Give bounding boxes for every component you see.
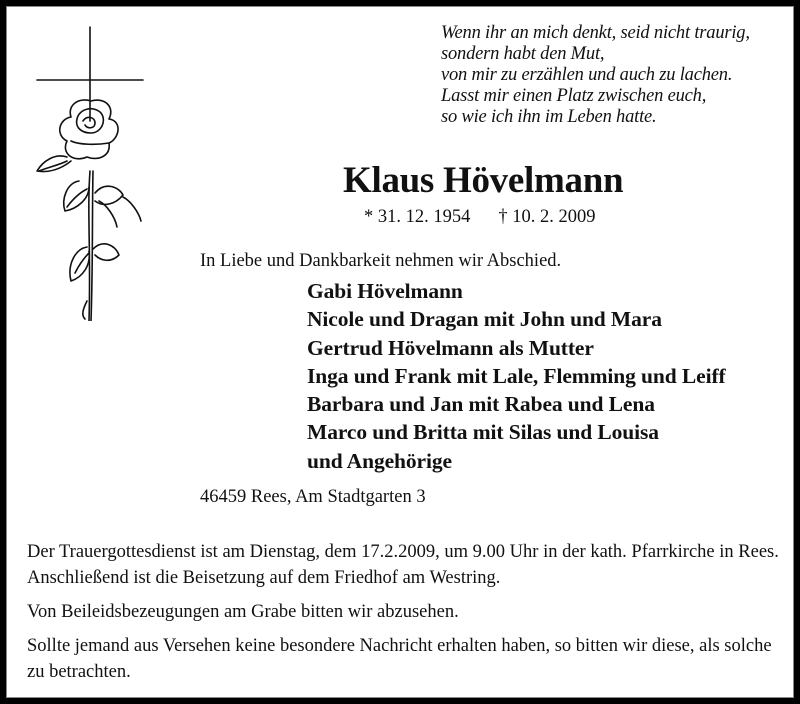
mourners-list [307,277,726,475]
mourner-line: Barbara und Jan mit Rabea und Lena [307,392,655,417]
mourner-line: Marco und Britta mit Silas und Louisa [307,420,659,445]
deceased-name: Klaus Hövelmann [343,160,624,201]
poem-line: Wenn ihr an mich denkt, seid nicht traurig, [441,23,750,43]
address: 46459 Rees, Am Stadtgarten 3 [200,487,426,507]
death-date: † 10. 2. 2009 [498,207,596,227]
mourner-line: Gertrud Hövelmann als Mutter [307,335,594,360]
poem [441,23,750,128]
mourner-line: Gabi Hövelmann [307,279,463,303]
obituary-notice [6,6,794,698]
poem-line: so wie ich ihn im Leben hatte. [441,107,657,127]
life-dates [364,205,596,229]
birth-date: * 31. 12. 1954 [364,207,471,227]
notification-note: Sollte jemand aus Versehen keine besondere Nachricht erhalten haben, so bitten wir diese, als solche zu betrachten. [27,636,772,682]
mourner-line: und Angehörige [307,448,452,473]
poem-line: Lasst mir einen Platz zwischen euch, [441,86,707,106]
mourner-line: Nicole und Dragan mit John und Mara [307,307,662,332]
service-note: Der Trauergottesdienst ist am Dienstag, dem 17.2.2009, um 9.00 Uhr in der kath. Pfarrkirche in Rees. Anschließend ist die Beisetzung auf dem Friedhof am Westring. [27,542,779,588]
farewell-intro: In Liebe und Dankbarkeit nehmen wir Abschied. [200,251,562,271]
notes [27,539,787,693]
mourner-line: Inga und Frank mit Lale, Flemming und Leiff [307,363,726,388]
poem-line: sondern habt den Mut, [441,44,605,64]
cross-with-rose-icon [27,21,157,321]
condolence-note: Von Beileidsbezeugungen am Grabe bitten wir abzusehen. [27,602,459,622]
poem-line: von mir zu erzählen und auch zu lachen. [441,65,733,85]
